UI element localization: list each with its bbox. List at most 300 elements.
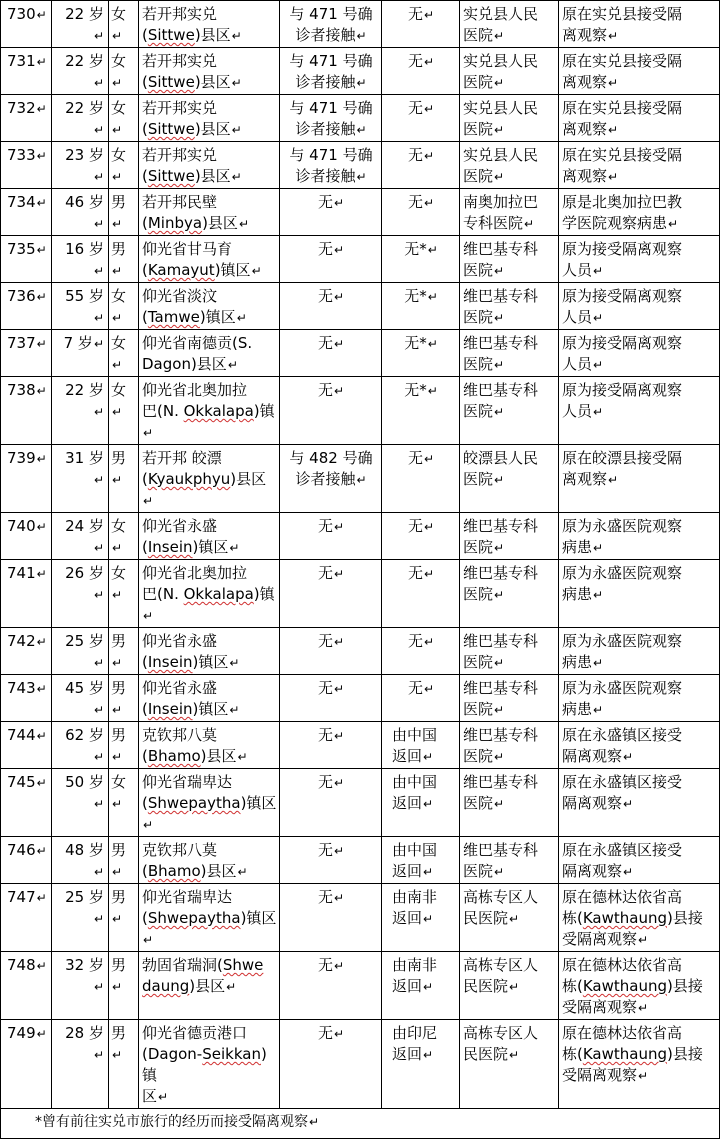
hospital-line: 医院 ↵	[463, 308, 504, 326]
note-line: 原为接受隔离观察	[562, 381, 683, 399]
hospital-line: 维巴基专科	[463, 773, 539, 791]
hospital-line: 医院 ↵	[463, 585, 504, 603]
age-cell	[52, 445, 109, 513]
age-cell	[52, 95, 109, 142]
sex-cell	[109, 445, 139, 513]
note-line: 原在实兑县接受隔	[562, 146, 683, 164]
case-number-cell	[1, 142, 52, 189]
contact-cell	[280, 675, 382, 722]
hospital-line: 民医院 ↵	[463, 977, 519, 995]
travel-line: 无* ↵	[404, 240, 438, 258]
address-cell	[139, 1020, 280, 1109]
address-line: 巴(N. Okkalapa)镇 ↵	[142, 402, 275, 441]
sex-cell	[109, 95, 139, 142]
note-line: 栋(Kawthaung)县接	[562, 1045, 703, 1063]
hospital-cell	[460, 837, 559, 884]
note-cell	[559, 236, 720, 283]
contact-line: 无 ↵	[318, 726, 344, 744]
age-line: 22 岁 ↵	[65, 381, 104, 420]
hospital-line: 高栋专区人	[463, 956, 539, 974]
hospital-line: 医院 ↵	[463, 402, 504, 420]
travel-line: 无 ↵	[408, 99, 434, 117]
note-line: 人员 ↵	[562, 402, 603, 420]
case-number-cell	[1, 1020, 52, 1109]
contact-line: 无 ↵	[318, 240, 344, 258]
hospital-line: 医院 ↵	[463, 120, 504, 138]
travel-line: 无 ↵	[408, 146, 434, 164]
age-cell	[52, 722, 109, 769]
contact-line: 无 ↵	[318, 193, 344, 211]
address-line: 若开邦民壁	[142, 193, 218, 211]
note-line: 病患 ↵	[562, 700, 603, 718]
table-row	[1, 330, 720, 377]
table-row	[1, 837, 720, 884]
contact-line: 诊者接触 ↵	[295, 120, 366, 138]
contact-line: 无 ↵	[318, 773, 344, 791]
note-line: 原在永盛镇区接受	[562, 773, 683, 791]
note-line: 原在德林达依省高	[562, 888, 683, 906]
sex-line: 男 ↵	[111, 240, 126, 279]
note-line: 隔离观察 ↵	[562, 794, 633, 812]
travel-cell	[382, 884, 460, 952]
sex-cell	[109, 48, 139, 95]
table-row	[1, 189, 720, 236]
hospital-line: 维巴基专科	[463, 632, 539, 650]
contact-line: 与 471 号确	[289, 99, 373, 117]
contact-line: 无 ↵	[318, 564, 344, 582]
address-line: (Shwepaytha)镇区 ↵	[142, 794, 276, 833]
note-line: 人员 ↵	[562, 355, 603, 373]
address-line: 仰光省瑞卑达	[142, 888, 233, 906]
hospital-line: 实兑县人民	[463, 146, 539, 164]
address-line: 巴(N. Okkalapa)镇 ↵	[142, 585, 275, 624]
travel-cell	[382, 837, 460, 884]
travel-line: 返回 ↵	[392, 862, 433, 880]
address-cell	[139, 283, 280, 330]
footnote-row	[1, 1109, 720, 1139]
contact-cell	[280, 445, 382, 513]
address-line: 仰光省淡汶	[142, 287, 218, 305]
case-number-cell	[1, 884, 52, 952]
case-number-cell	[1, 675, 52, 722]
sex-line: 女 ↵	[111, 334, 126, 373]
sex-cell	[109, 189, 139, 236]
address-line: (Dagon-Seikkan)镇	[142, 1045, 267, 1084]
hospital-cell	[460, 560, 559, 628]
note-cell	[559, 1020, 720, 1109]
sex-cell	[109, 236, 139, 283]
age-line: 48 岁 ↵	[65, 841, 104, 880]
note-line: 原为接受隔离观察	[562, 334, 683, 352]
case-number-line: 745 ↵	[7, 773, 47, 791]
sex-line: 男 ↵	[111, 632, 126, 671]
address-cell	[139, 628, 280, 675]
age-line: 23 岁 ↵	[65, 146, 104, 185]
travel-cell	[382, 377, 460, 445]
note-line: 离观察 ↵	[562, 73, 618, 91]
address-line: (Minbya)县区 ↵	[142, 214, 249, 232]
age-cell	[52, 675, 109, 722]
sex-cell	[109, 769, 139, 837]
age-cell	[52, 189, 109, 236]
age-line: 26 岁 ↵	[65, 564, 104, 603]
age-cell	[52, 142, 109, 189]
address-line: 若开邦实兑	[142, 146, 218, 164]
note-cell	[559, 675, 720, 722]
hospital-line: 医院 ↵	[463, 700, 504, 718]
travel-line: 返回 ↵	[392, 1045, 433, 1063]
age-line: 25 岁 ↵	[65, 632, 104, 671]
hospital-line: 民医院 ↵	[463, 1045, 519, 1063]
address-line: (Kyaukphyu)县区 ↵	[142, 470, 266, 509]
case-number-line: 746 ↵	[7, 841, 47, 859]
note-line: 原为接受隔离观察	[562, 240, 683, 258]
note-line: 原在实兑县接受隔	[562, 5, 683, 23]
address-line: 仰光省甘马育	[142, 240, 233, 258]
sex-line: 男 ↵	[111, 888, 126, 927]
note-line: 离观察 ↵	[562, 26, 618, 44]
sex-line: 女 ↵	[111, 99, 126, 138]
travel-line: 无* ↵	[404, 381, 438, 399]
address-cell	[139, 675, 280, 722]
contact-line: 与 482 号确	[289, 449, 373, 467]
travel-line: 返回 ↵	[392, 977, 433, 995]
case-number-cell	[1, 769, 52, 837]
contact-line: 诊者接触 ↵	[295, 73, 366, 91]
hospital-line: 维巴基专科	[463, 381, 539, 399]
sex-line: 女 ↵	[111, 5, 126, 44]
contact-line: 无 ↵	[318, 287, 344, 305]
address-line: 仰光省永盛	[142, 517, 218, 535]
address-cell	[139, 513, 280, 560]
case-number-line: 731 ↵	[7, 52, 47, 70]
age-line: 22 岁 ↵	[65, 5, 104, 44]
note-line: 离观察 ↵	[562, 120, 618, 138]
hospital-line: 医院 ↵	[463, 747, 504, 765]
hospital-cell	[460, 95, 559, 142]
contact-line: 无 ↵	[318, 334, 344, 352]
sex-cell	[109, 330, 139, 377]
travel-cell	[382, 628, 460, 675]
address-line: 仰光省北奥加拉	[142, 381, 248, 399]
note-line: 受隔离观察 ↵	[562, 998, 648, 1016]
note-cell	[559, 142, 720, 189]
contact-line: 无 ↵	[318, 517, 344, 535]
note-line: 栋(Kawthaung)县接	[562, 977, 703, 995]
travel-cell	[382, 48, 460, 95]
address-line: 仰光省德贡港口	[142, 1024, 248, 1042]
note-line: 原在皎漂县接受隔	[562, 449, 683, 467]
contact-line: 诊者接触 ↵	[295, 470, 366, 488]
note-line: 原在实兑县接受隔	[562, 99, 683, 117]
sex-line: 女 ↵	[111, 773, 126, 812]
table-row	[1, 628, 720, 675]
contact-cell	[280, 513, 382, 560]
hospital-line: 医院 ↵	[463, 167, 504, 185]
hospital-line: 医院 ↵	[463, 538, 504, 556]
note-line: 原在永盛镇区接受	[562, 726, 683, 744]
age-cell	[52, 952, 109, 1020]
case-number-line: 736 ↵	[7, 287, 47, 305]
note-line: 原为永盛医院观察	[562, 679, 683, 697]
table-row	[1, 236, 720, 283]
contact-cell	[280, 236, 382, 283]
address-line: (Shwepaytha)镇区 ↵	[142, 909, 276, 948]
age-line: 24 岁 ↵	[65, 517, 104, 556]
travel-cell	[382, 95, 460, 142]
contact-cell	[280, 1020, 382, 1109]
hospital-cell	[460, 48, 559, 95]
note-cell	[559, 283, 720, 330]
contact-cell	[280, 560, 382, 628]
travel-line: 由南非	[392, 888, 438, 906]
case-number-cell	[1, 377, 52, 445]
table-body	[1, 1, 720, 1109]
case-number-cell	[1, 95, 52, 142]
sex-line: 男 ↵	[111, 726, 126, 765]
case-number-cell	[1, 283, 52, 330]
age-cell	[52, 330, 109, 377]
case-number-line: 738 ↵	[7, 381, 47, 399]
address-line: daung)县区 ↵	[142, 977, 236, 995]
address-line: (Sittwe)县区 ↵	[142, 167, 242, 185]
case-number-cell	[1, 722, 52, 769]
case-number-line: 732 ↵	[7, 99, 47, 117]
table-row	[1, 1, 720, 48]
age-cell	[52, 884, 109, 952]
age-line: 55 岁 ↵	[65, 287, 104, 326]
table-row	[1, 769, 720, 837]
note-cell	[559, 513, 720, 560]
age-line: 25 岁 ↵	[65, 888, 104, 927]
table-row	[1, 48, 720, 95]
case-number-cell	[1, 330, 52, 377]
address-line: (Insein)镇区 ↵	[142, 700, 239, 718]
sex-cell	[109, 283, 139, 330]
case-number-line: 749 ↵	[7, 1024, 47, 1042]
address-line: 仰光省南德贡(S.	[142, 334, 253, 352]
contact-line: 无 ↵	[318, 1024, 344, 1042]
contact-cell	[280, 722, 382, 769]
note-cell	[559, 377, 720, 445]
contact-cell	[280, 330, 382, 377]
address-cell	[139, 445, 280, 513]
contact-line: 无 ↵	[318, 679, 344, 697]
sex-cell	[109, 884, 139, 952]
sex-cell	[109, 952, 139, 1020]
hospital-cell	[460, 445, 559, 513]
address-line: 勃固省瑞洞(Shwe	[142, 956, 264, 974]
address-cell	[139, 769, 280, 837]
age-cell	[52, 1020, 109, 1109]
age-cell	[52, 628, 109, 675]
note-line: 受隔离观察 ↵	[562, 930, 648, 948]
contact-line: 无 ↵	[318, 956, 344, 974]
address-cell	[139, 884, 280, 952]
travel-line: 无 ↵	[408, 5, 434, 23]
hospital-cell	[460, 769, 559, 837]
table-row	[1, 952, 720, 1020]
table-row	[1, 884, 720, 952]
sex-line: 男 ↵	[111, 679, 126, 718]
note-line: 离观察 ↵	[562, 470, 618, 488]
travel-cell	[382, 283, 460, 330]
note-cell	[559, 952, 720, 1020]
travel-cell	[382, 189, 460, 236]
travel-cell	[382, 330, 460, 377]
case-number-line: 734 ↵	[7, 193, 47, 211]
age-line: 45 岁 ↵	[65, 679, 104, 718]
table-row	[1, 142, 720, 189]
footnote	[1, 1109, 720, 1139]
address-line: Dagon)县区 ↵	[142, 355, 238, 373]
note-line: 受隔离观察 ↵	[562, 1066, 648, 1084]
sex-cell	[109, 1020, 139, 1109]
address-line: (Bhamo)县区 ↵	[142, 747, 248, 765]
table-row	[1, 95, 720, 142]
address-cell	[139, 722, 280, 769]
note-line: 原在德林达依省高	[562, 956, 683, 974]
age-cell	[52, 560, 109, 628]
footnote-text: *曾有前往实兑市旅行的经历而接受隔离观察 ↵	[35, 1114, 319, 1130]
note-line: 原是北奥加拉巴教	[562, 193, 683, 211]
contact-cell	[280, 769, 382, 837]
travel-line: 无 ↵	[408, 564, 434, 582]
address-line: 仰光省北奥加拉	[142, 564, 248, 582]
travel-line: 无* ↵	[404, 287, 438, 305]
note-cell	[559, 445, 720, 513]
address-cell	[139, 48, 280, 95]
address-line: (Sittwe)县区 ↵	[142, 120, 242, 138]
travel-line: 无 ↵	[408, 632, 434, 650]
address-line: 若开邦实兑	[142, 52, 218, 70]
case-number-line: 740 ↵	[7, 517, 47, 535]
table-row	[1, 445, 720, 513]
note-line: 人员 ↵	[562, 308, 603, 326]
travel-cell	[382, 769, 460, 837]
sex-line: 男 ↵	[111, 956, 126, 995]
address-line: 仰光省永盛	[142, 679, 218, 697]
case-number-cell	[1, 445, 52, 513]
hospital-line: 维巴基专科	[463, 334, 539, 352]
travel-line: 无 ↵	[408, 679, 434, 697]
note-line: 原在德林达依省高	[562, 1024, 683, 1042]
contact-cell	[280, 142, 382, 189]
sex-line: 女 ↵	[111, 52, 126, 91]
travel-cell	[382, 952, 460, 1020]
travel-cell	[382, 236, 460, 283]
contact-line: 无 ↵	[318, 632, 344, 650]
age-line: 22 岁 ↵	[65, 99, 104, 138]
sex-cell	[109, 722, 139, 769]
sex-cell	[109, 837, 139, 884]
contact-line: 与 471 号确	[289, 5, 373, 23]
address-cell	[139, 189, 280, 236]
contact-line: 与 471 号确	[289, 52, 373, 70]
note-line: 原在实兑县接受隔	[562, 52, 683, 70]
age-line: 50 岁 ↵	[65, 773, 104, 812]
travel-line: 由中国	[392, 726, 438, 744]
hospital-line: 医院 ↵	[463, 355, 504, 373]
hospital-line: 医院 ↵	[463, 261, 504, 279]
sex-line: 女 ↵	[111, 564, 126, 603]
address-cell	[139, 952, 280, 1020]
contact-line: 与 471 号确	[289, 146, 373, 164]
hospital-line: 皎漂县人民	[463, 449, 539, 467]
case-number-cell	[1, 189, 52, 236]
case-number-line: 743 ↵	[7, 679, 47, 697]
hospital-cell	[460, 1, 559, 48]
contact-cell	[280, 283, 382, 330]
table-row	[1, 377, 720, 445]
contact-cell	[280, 48, 382, 95]
note-line: 病患 ↵	[562, 585, 603, 603]
note-line: 学医院观察病患 ↵	[562, 214, 678, 232]
hospital-line: 医院 ↵	[463, 862, 504, 880]
hospital-line: 医院 ↵	[463, 73, 504, 91]
hospital-line: 专科医院 ↵	[463, 214, 534, 232]
travel-line: 由中国	[392, 773, 438, 791]
address-line: (Bhamo)县区 ↵	[142, 862, 248, 880]
sex-cell	[109, 1, 139, 48]
travel-cell	[382, 722, 460, 769]
contact-cell	[280, 884, 382, 952]
travel-cell	[382, 675, 460, 722]
note-line: 病患 ↵	[562, 653, 603, 671]
address-line: 克钦邦八莫	[142, 726, 218, 744]
travel-cell	[382, 560, 460, 628]
age-line: 31 岁 ↵	[65, 449, 104, 488]
sex-line: 女 ↵	[111, 146, 126, 185]
contact-cell	[280, 628, 382, 675]
note-line: 原为接受隔离观察	[562, 287, 683, 305]
contact-cell	[280, 95, 382, 142]
hospital-cell	[460, 236, 559, 283]
note-line: 原为永盛医院观察	[562, 517, 683, 535]
hospital-line: 医院 ↵	[463, 470, 504, 488]
hospital-cell	[460, 283, 559, 330]
case-number-cell	[1, 513, 52, 560]
address-cell	[139, 95, 280, 142]
note-line: 隔离观察 ↵	[562, 747, 633, 765]
travel-line: 无 ↵	[408, 449, 434, 467]
contact-line: 无 ↵	[318, 841, 344, 859]
case-number-line: 747 ↵	[7, 888, 47, 906]
hospital-cell	[460, 884, 559, 952]
age-line: 22 岁 ↵	[65, 52, 104, 91]
contact-cell	[280, 1, 382, 48]
note-line: 隔离观察 ↵	[562, 862, 633, 880]
sex-cell	[109, 628, 139, 675]
travel-line: 无 ↵	[408, 193, 434, 211]
hospital-line: 民医院 ↵	[463, 909, 519, 927]
hospital-cell	[460, 675, 559, 722]
sex-line: 男 ↵	[111, 1024, 126, 1063]
sex-line: 女 ↵	[111, 517, 126, 556]
case-number-line: 730 ↵	[7, 5, 47, 23]
hospital-cell	[460, 1020, 559, 1109]
address-cell	[139, 377, 280, 445]
hospital-line: 医院 ↵	[463, 653, 504, 671]
sex-line: 女 ↵	[111, 287, 126, 326]
case-number-cell	[1, 1, 52, 48]
hospital-line: 维巴基专科	[463, 287, 539, 305]
address-cell	[139, 1, 280, 48]
hospital-line: 高栋专区人	[463, 888, 539, 906]
case-number-cell	[1, 628, 52, 675]
case-number-cell	[1, 952, 52, 1020]
hospital-cell	[460, 330, 559, 377]
